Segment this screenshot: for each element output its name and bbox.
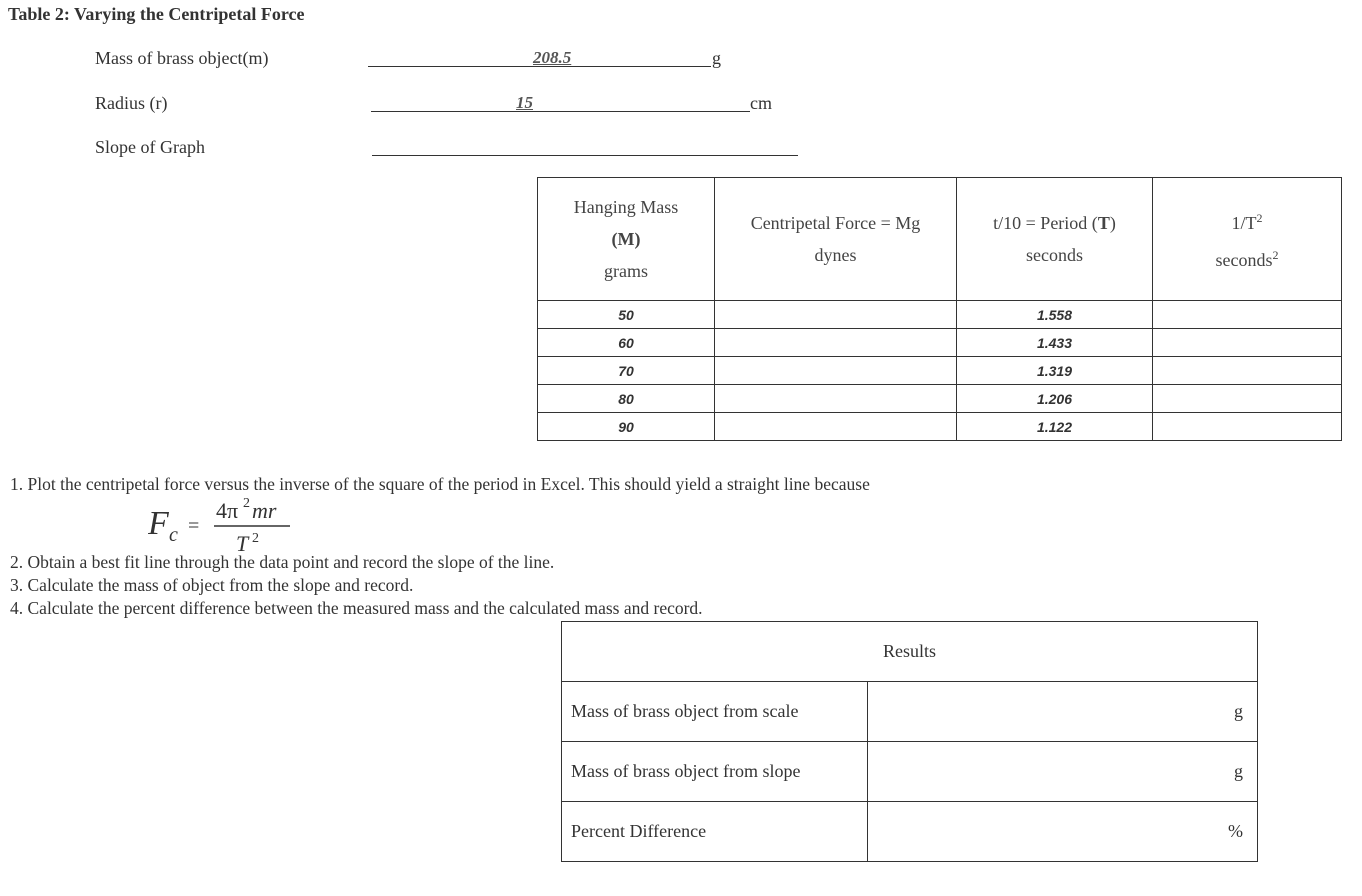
cell-period[interactable]: 1.122 — [957, 413, 1153, 441]
cell-mass[interactable]: 80 — [538, 385, 715, 413]
cell-force[interactable] — [715, 301, 957, 329]
formula-numerator: 4π — [216, 498, 239, 523]
results-value-cell[interactable] — [868, 682, 1258, 742]
results-label: Percent Difference — [562, 802, 868, 862]
table-row — [538, 385, 1342, 413]
table-row — [538, 301, 1342, 329]
formula-denominator-sup: 2 — [252, 531, 259, 546]
formula-numerator-sup: 2 — [243, 496, 250, 511]
results-label: Mass of brass object from scale — [562, 682, 868, 742]
formula-denominator: T — [236, 531, 249, 556]
results-label: Mass of brass object from slope — [562, 742, 868, 802]
cell-period[interactable]: 1.206 — [957, 385, 1153, 413]
results-value-cell[interactable] — [868, 802, 1258, 862]
formula-lhs-sub: c — [169, 524, 178, 546]
cell-inverse[interactable] — [1153, 329, 1342, 357]
mass-value[interactable]: 208.5 — [533, 48, 572, 67]
radius-value[interactable]: 15 — [516, 93, 533, 112]
instruction-step-2: 2. Obtain a best fit line through the data point and record the slope of the line. — [10, 552, 555, 572]
cell-inverse[interactable] — [1153, 413, 1342, 441]
header-period: t/10 = Period (T) seconds — [957, 178, 1153, 301]
cell-inverse[interactable] — [1153, 357, 1342, 385]
mass-label: Mass of brass object(m) — [95, 48, 269, 68]
cell-mass[interactable]: 60 — [538, 329, 715, 357]
formula-eq: = — [188, 515, 200, 537]
results-table — [561, 621, 1258, 862]
centripetal-formula — [148, 496, 298, 556]
results-unit: g — [1234, 761, 1243, 781]
cell-period[interactable]: 1.319 — [957, 357, 1153, 385]
results-row — [562, 682, 1258, 742]
radius-underline — [371, 111, 750, 112]
header-hanging-mass: Hanging Mass (M) grams — [538, 178, 715, 301]
slope-underline[interactable] — [372, 155, 798, 156]
table-row — [538, 413, 1342, 441]
cell-force[interactable] — [715, 385, 957, 413]
cell-period[interactable]: 1.558 — [957, 301, 1153, 329]
results-unit: % — [1228, 821, 1243, 841]
cell-force[interactable] — [715, 413, 957, 441]
results-value-cell[interactable] — [868, 742, 1258, 802]
header-inverse-square: $1/T^2$ seconds$^2$ — [1153, 178, 1342, 301]
header-centripetal-force: Centripetal Force = Mg dynes — [715, 178, 957, 301]
radius-label: Radius (r) — [95, 93, 168, 113]
results-row — [562, 742, 1258, 802]
formula-numerator-rest: mr — [252, 498, 277, 523]
table-row — [538, 329, 1342, 357]
instruction-step-1: 1. Plot the centripetal force versus the inverse of the square of the period in Excel. This should yield a straight line because — [10, 474, 870, 494]
page-title: Table 2: Varying the Centripetal Force — [8, 4, 305, 24]
mass-unit: g — [712, 48, 721, 68]
cell-period[interactable]: 1.433 — [957, 329, 1153, 357]
cell-mass[interactable]: 70 — [538, 357, 715, 385]
radius-unit: cm — [750, 93, 772, 113]
cell-force[interactable] — [715, 357, 957, 385]
instruction-step-3: 3. Calculate the mass of object from the slope and record. — [10, 575, 414, 595]
results-row — [562, 802, 1258, 862]
table-row — [538, 357, 1342, 385]
results-header: Results — [562, 622, 1258, 682]
instruction-step-4: 4. Calculate the percent difference between the measured mass and the calculated mass and record. — [10, 598, 703, 618]
data-table — [537, 177, 1342, 441]
cell-inverse[interactable] — [1153, 301, 1342, 329]
cell-inverse[interactable] — [1153, 385, 1342, 413]
formula-lhs: F — [148, 505, 169, 542]
slope-label: Slope of Graph — [95, 137, 205, 157]
results-unit: g — [1234, 701, 1243, 721]
cell-mass[interactable]: 50 — [538, 301, 715, 329]
cell-force[interactable] — [715, 329, 957, 357]
cell-mass[interactable]: 90 — [538, 413, 715, 441]
